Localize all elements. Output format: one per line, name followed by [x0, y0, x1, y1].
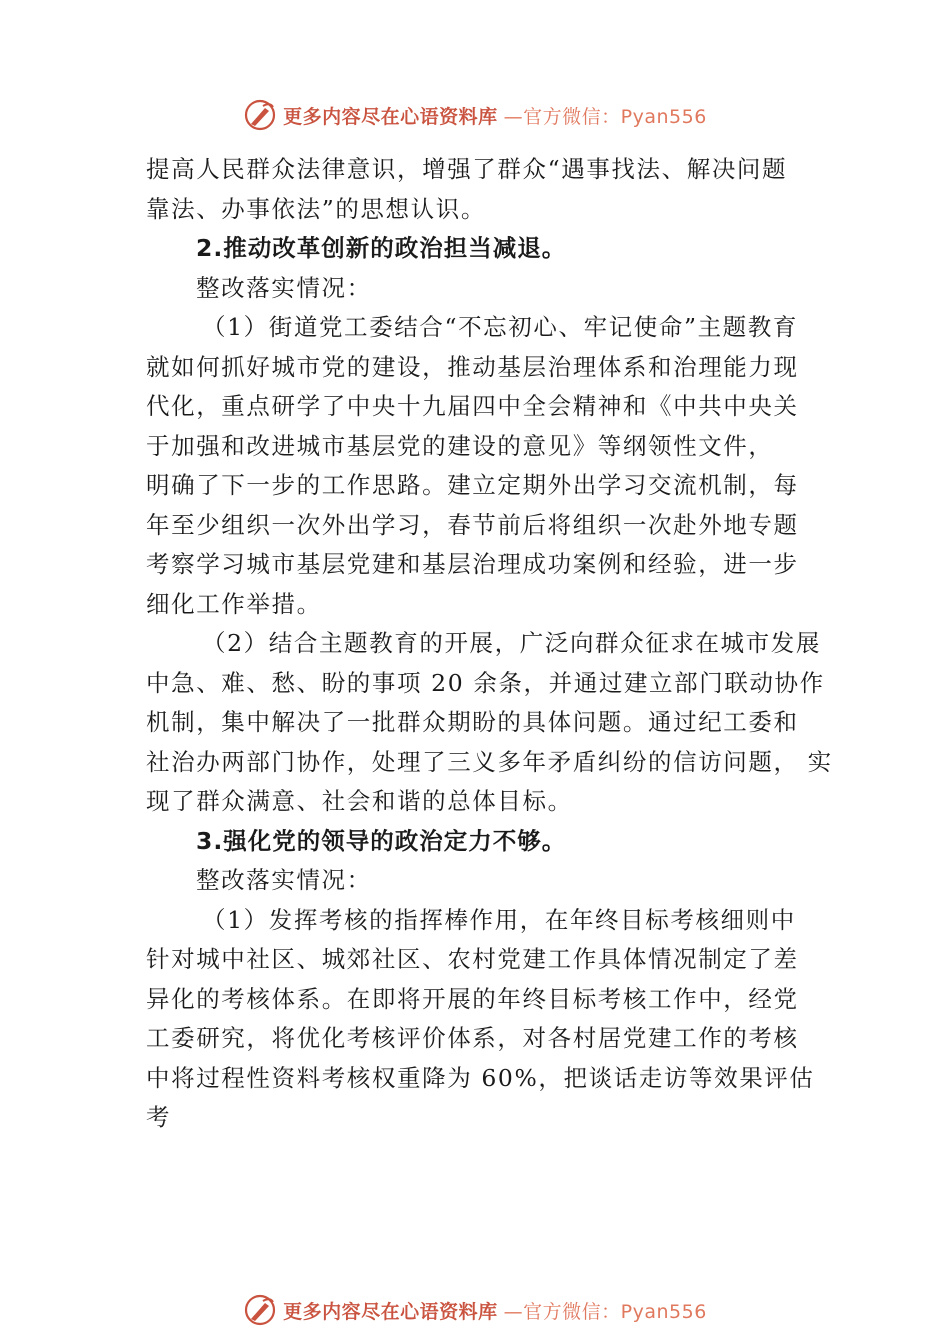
paragraph-line: 代化，重点研学了中央十九届四中全会精神和《中共中央关	[146, 392, 799, 420]
paragraph-line: 工委研究，将优化考核评价体系，对各村居党建工作的考核	[146, 1024, 799, 1052]
paragraph-line: 考	[146, 1103, 172, 1131]
paragraph-line: 细化工作举措。	[146, 589, 322, 618]
paragraph-line: 中急、难、愁、盼的事项 20 余条，并通过建立部门联动协作	[146, 668, 825, 697]
paragraph-line: 异化的考核体系。在即将开展的年终目标考核工作中，经党	[146, 984, 799, 1013]
watermark-brand: 更多内容尽在心语资料库	[283, 1300, 498, 1323]
subheading-line: 整改落实情况：	[196, 866, 372, 894]
paragraph-line: 提高人民群众法律意识，增强了群众“遇事找法、解决问题	[146, 155, 788, 183]
section-heading: 2.推动改革创新的政治担当减退。	[196, 234, 567, 262]
paragraph-line: 于加强和改进城市基层党的建设的意见》等纲领性文件，	[146, 431, 774, 460]
paragraph-line: 明确了下一步的工作思路。建立定期外出学习交流机制，每	[146, 471, 799, 499]
subheading-line: 整改落实情况：	[196, 273, 372, 302]
paragraph-line: （1）发挥考核的指挥棒作用，在年终目标考核细则中	[202, 905, 796, 934]
paragraph-line: 考察学习城市基层党建和基层治理成功案例和经验，进一步	[146, 550, 799, 578]
watermark-contact: —官方微信：Pyan556	[503, 105, 707, 128]
header-watermark	[0, 95, 950, 135]
document-body	[146, 150, 833, 1138]
paragraph-line: 社治办两部门协作，处理了三义多年矛盾纠纷的信访问题， 实	[146, 747, 833, 776]
section-heading: 3.强化党的领导的政治定力不够。	[196, 826, 567, 855]
paragraph-line: 中将过程性资料考核权重降为 60%，把谈话走访等效果评估	[146, 1063, 815, 1092]
pen-circle-logo-icon	[243, 1293, 277, 1327]
watermark-contact: —官方微信：Pyan556	[503, 1300, 707, 1323]
paragraph-line: 现了群众满意、社会和谐的总体目标。	[146, 787, 573, 815]
paragraph-line: 就如何抓好城市党的建设，推动基层治理体系和治理能力现	[146, 352, 799, 381]
paragraph-line: 年至少组织一次外出学习，春节前后将组织一次赴外地专题	[146, 510, 799, 539]
paragraph-line: （1）街道党工委结合“不忘初心、牢记使命”主题教育	[202, 313, 798, 341]
paragraph-line: 机制，集中解决了一批群众期盼的具体问题。通过纪工委和	[146, 708, 799, 736]
paragraph-line: 针对城中社区、城郊社区、农村党建工作具体情况制定了差	[146, 945, 799, 973]
watermark-brand: 更多内容尽在心语资料库	[283, 105, 498, 128]
footer-watermark	[0, 1290, 950, 1330]
paragraph-line: （2）结合主题教育的开展，广泛向群众征求在城市发展	[202, 629, 821, 657]
paragraph-line: 靠法、办事依法”的思想认识。	[146, 194, 486, 223]
pen-circle-logo-icon	[243, 98, 277, 132]
